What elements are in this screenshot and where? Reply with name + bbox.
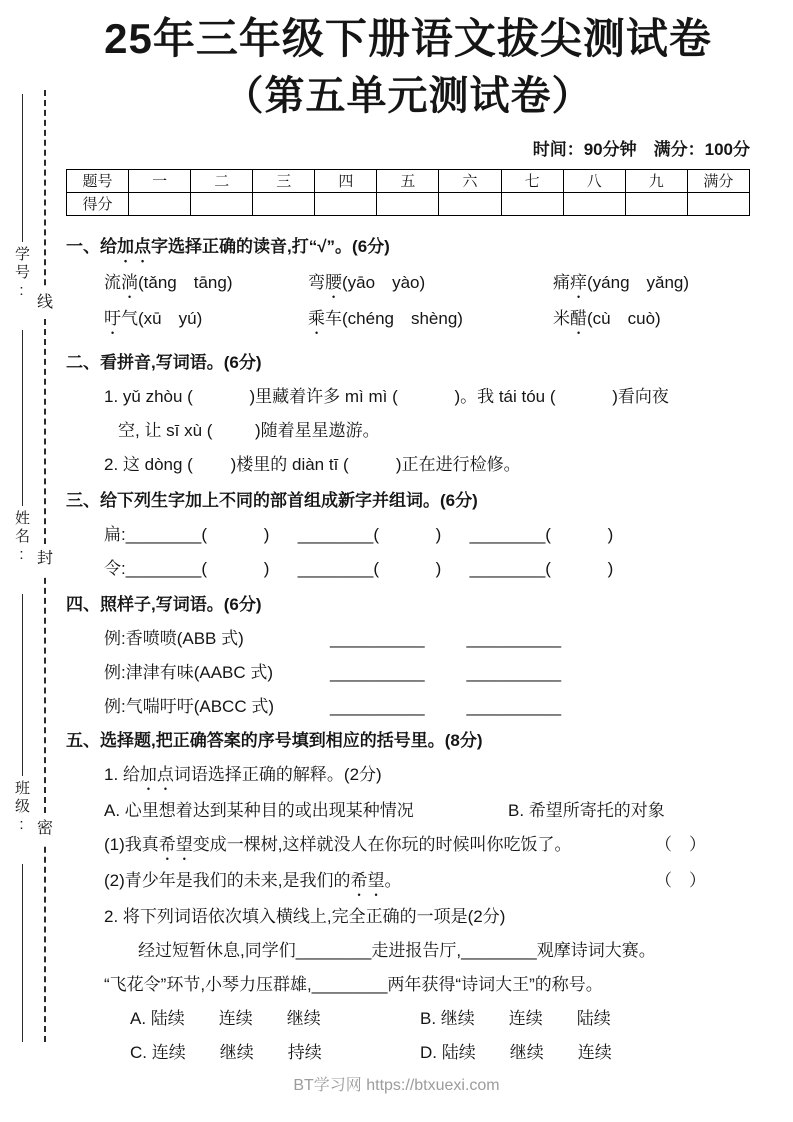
blank-line: __________ (466, 662, 562, 682)
score-header-cell: 九 (625, 169, 687, 192)
dotted-word: 希望 (158, 834, 193, 854)
heading-text: 字选择正确的读音,打“√”。(6分) (151, 236, 390, 256)
dotted-char: 乘 (308, 308, 325, 328)
text-part: 气(xū yú) (121, 308, 203, 328)
pinyin-choice-row (66, 266, 750, 302)
text-part: (1)我真 (104, 834, 159, 854)
exam-subtitle: （第五单元测试卷） (223, 73, 593, 118)
sentence-item (66, 828, 750, 864)
section-3-heading: 三、给下列生字加上不同的部首组成新字并组词。(6分) (66, 490, 478, 510)
score-table-value-row (67, 192, 750, 215)
sentence-item (66, 864, 750, 900)
time-score-info: 时间：90分钟 满分：100分 (532, 139, 750, 159)
section-4-heading: 四、照样子,写词语。(6分) (66, 594, 262, 614)
text-part: (2)青少年是我们的未来,是我们的 (104, 870, 351, 890)
score-header-cell: 一 (129, 169, 191, 192)
class-label: 班级: (13, 780, 30, 836)
section-2 (66, 346, 750, 482)
exam-content (66, 12, 750, 1070)
example-label: 例:香喷喷(ABB 式) (104, 628, 244, 648)
section-1 (66, 230, 750, 338)
answer-bracket: （ ） (655, 870, 706, 890)
choice-options-row (66, 1036, 750, 1070)
word-building-line: 扁:________( ) ________( ) ________( ) (104, 524, 614, 544)
section-5-heading: 五、选择题,把正确答案的序号填到相应的括号里。(8分) (66, 730, 483, 750)
text-part: 米 (553, 308, 570, 328)
heading-text: 一、给 (66, 236, 117, 256)
score-value-cell (377, 192, 439, 215)
score-row-label: 得分 (67, 192, 129, 215)
definition-options-row (66, 794, 750, 828)
score-value-cell (315, 192, 377, 215)
choice-options-row (66, 1002, 750, 1036)
dotted-word: 加点 (139, 764, 174, 784)
pinyin-item (104, 302, 308, 338)
dotted-char: 痒 (570, 272, 587, 292)
blank-line: __________ (330, 662, 425, 682)
subquestion-title: 2. 将下列词语依次填入横线上,完全正确的一项是(2分) (104, 906, 506, 926)
section-5 (66, 724, 750, 1070)
section-2-heading: 二、看拼音,写词语。(6分) (66, 352, 262, 372)
option-c: C. 连续 继续 持续 (130, 1042, 322, 1062)
seal-char-feng: 封 (36, 544, 54, 574)
seal-char-mi: 密 (36, 814, 54, 844)
section-1-heading (66, 230, 750, 266)
dotted-char: 淌 (121, 272, 138, 292)
example-row (66, 622, 750, 656)
text-part: (cù cuò) (587, 308, 661, 328)
text-part: 词语选择正确的解释。(2分) (173, 764, 382, 784)
write-line-student-id (22, 330, 23, 506)
option-d: D. 陆续 继续 连续 (420, 1042, 612, 1062)
score-header-cell: 四 (315, 169, 377, 192)
text-part: 流 (104, 272, 121, 292)
score-value-cell (191, 192, 253, 215)
example-row (66, 690, 750, 724)
score-header-cell: 六 (439, 169, 501, 192)
score-table (66, 169, 750, 216)
pinyin-item (553, 266, 689, 302)
score-table-header-row (67, 169, 750, 192)
blank-line: __________ (466, 628, 562, 648)
score-value-cell (129, 192, 191, 215)
text-part: 弯 (308, 272, 325, 292)
score-header-cell: 题号 (67, 169, 129, 192)
score-value-cell (439, 192, 501, 215)
option-a: A. 陆续 连续 继续 (130, 1008, 321, 1028)
dotted-char: 吁 (104, 308, 121, 328)
blank-line: __________ (330, 628, 425, 648)
option-b: B. 希望所寄托的对象 (508, 800, 665, 820)
score-value-cell (501, 192, 563, 215)
score-header-cell: 七 (501, 169, 563, 192)
text-part: 痛 (553, 272, 570, 292)
example-label: 例:气喘吁吁(ABCC 式) (104, 696, 274, 716)
pinyin-item (308, 266, 553, 302)
fill-in-sentence: 经过短暂休息,同学们________走进报告厅,________观摩诗词大赛。 (138, 940, 656, 960)
dotted-char: 腰 (325, 272, 342, 292)
text-part: (yāo yào) (342, 272, 426, 292)
sentence-text (104, 864, 402, 900)
pinyin-item (308, 302, 553, 338)
word-building-line: 令:________( ) ________( ) ________( ) (104, 558, 614, 578)
pinyin-item (553, 302, 661, 338)
score-value-cell (253, 192, 315, 215)
question-line: 空, 让 sī xù ( )随着星星遨游。 (118, 420, 380, 440)
subquestion-title (66, 758, 750, 794)
score-value-cell (625, 192, 687, 215)
text-part: 。 (384, 870, 402, 890)
score-header-cell: 二 (191, 169, 253, 192)
text-part: 1. 给 (104, 764, 140, 784)
write-line-name (22, 594, 23, 776)
section-3 (66, 484, 750, 586)
dotted-word: 加点 (117, 236, 151, 256)
answer-bracket: （ ） (655, 834, 706, 854)
seal-char-xian: 线 (36, 288, 54, 318)
score-value-cell (687, 192, 749, 215)
score-header-cell: 三 (253, 169, 315, 192)
blank-line: __________ (330, 696, 425, 716)
student-id-label: 学号: (13, 246, 30, 302)
sentence-text (104, 828, 572, 864)
name-label: 姓名: (13, 510, 30, 566)
example-label: 例:津津有味(AABC 式) (104, 662, 274, 682)
option-b: B. 继续 连续 陆续 (420, 1008, 611, 1028)
text-part: (tǎng tāng) (138, 272, 233, 292)
score-header-cell: 满分 (687, 169, 749, 192)
question-line: 1. yǔ zhòu ( )里藏着许多 mì mì ( )。我 tái tóu ( )看向夜 (104, 386, 669, 406)
text-part: 车(chéng shèng) (325, 308, 463, 328)
pinyin-choice-row (66, 302, 750, 338)
section-4 (66, 588, 750, 724)
pinyin-item (104, 266, 308, 302)
option-a: A. 心里想着达到某种目的或出现某种情况 (104, 800, 414, 820)
example-row (66, 656, 750, 690)
dotted-word: 希望 (350, 870, 385, 890)
footer-watermark: BT学习网 https://btxuexi.com (293, 1077, 500, 1094)
blank-line: __________ (466, 696, 562, 716)
score-header-cell: 八 (563, 169, 625, 192)
question-line: 2. 这 dòng ( )楼里的 diàn tī ( )正在进行检修。 (104, 454, 521, 474)
write-line-class (22, 864, 23, 1042)
write-line-top (22, 94, 23, 242)
exam-title: 25年三年级下册语文拔尖测试卷 (104, 15, 712, 62)
score-value-cell (563, 192, 625, 215)
score-header-cell: 五 (377, 169, 439, 192)
text-part: (yáng yǎng) (587, 272, 690, 292)
fill-in-sentence: “飞花令”环节,小琴力压群雄,________两年获得“诗词大王”的称号。 (104, 974, 603, 994)
text-part: 变成一棵树,这样就没人在你玩的时候叫你吃饭了。 (192, 834, 572, 854)
dotted-char: 醋 (570, 308, 587, 328)
